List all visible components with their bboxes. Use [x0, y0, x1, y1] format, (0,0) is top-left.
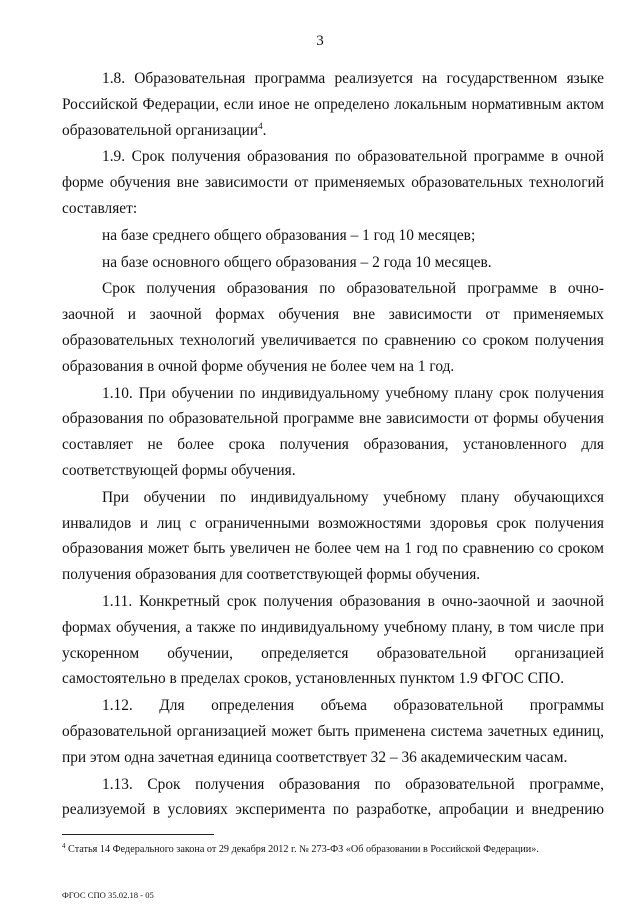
page-number: 3 — [316, 33, 324, 49]
paragraph-part-time-terms: Срок получения образования по образовательной программе в очно-заочной и заочной формах обучения вне зависимости от применяемых образовательных технологий увеличивается по сравнению со сроком получения образования в очной форме обучения не более чем на 1 год. — [62, 280, 604, 375]
list-item-basic-general: на базе основного общего образования – 2 года 10 месяцев. — [102, 253, 492, 271]
paragraph-tail: . — [262, 121, 267, 139]
paragraph-1-8 — [62, 66, 604, 143]
paragraph-text: 1.8. Образовательная программа реализуется на государственном языке Российской Федерации, если иное не определено локальным нормативным актом образовательной организации — [62, 70, 604, 139]
document-body — [62, 66, 604, 823]
document-code: ФГОС СПО 35.02.18 - 05 — [62, 890, 154, 900]
paragraph-1-10: 1.10. При обучении по индивидуальному учебному плану срок получения образования по образовательной программе вне зависимости от формы обучения составляет не более срока получения образования, установленного для соответствующей формы обучения. — [62, 384, 604, 479]
paragraph-disability-terms: При обучении по индивидуальному учебному плану обучающихся инвалидов и лиц с ограниченными возможностями здоровья срок получения образования может быть увеличен не более чем на 1 год по сравнению со сроком получения образования для соответствующей формы обучения. — [62, 488, 604, 584]
footnote — [62, 843, 622, 856]
paragraph-1-12: 1.12. Для определения объема образовательной программы образовательной организацией может быть применена система зачетных единиц, при этом одна зачетная единица соответствует 32 – 36 академическим часам. — [62, 697, 604, 766]
footnote-reference: 4 — [258, 120, 263, 131]
list-item-secondary-general: на базе среднего общего образования – 1 год 10 месяцев; — [102, 226, 476, 244]
paragraph-1-9: 1.9. Срок получения образования по образовательной программе в очной форме обучения вне зависимости от применяемых образовательных технологий составляет: — [62, 148, 604, 217]
footnote-divider — [62, 834, 214, 835]
footnote-text: Статья 14 Федерального закона от 29 декабря 2012 г. № 273-ФЗ «Об образовании в Российской Федерации». — [65, 844, 539, 855]
footnote-marker: 4 — [62, 842, 66, 850]
paragraph-1-13: 1.13. Срок получения образования по образовательной программе, реализуемой в условиях эксперимента по разработке, апробации и внедрению — [62, 775, 604, 819]
paragraph-1-11: 1.11. Конкретный срок получения образования в очно-заочной и заочной формах обучения, а также по индивидуальному учебному плану, в том числе при ускоренном обучении, определяется образовательной организацией самостоятельно в пределах сроков, установленных пунктом 1.9 ФГОС СПО. — [62, 592, 604, 688]
